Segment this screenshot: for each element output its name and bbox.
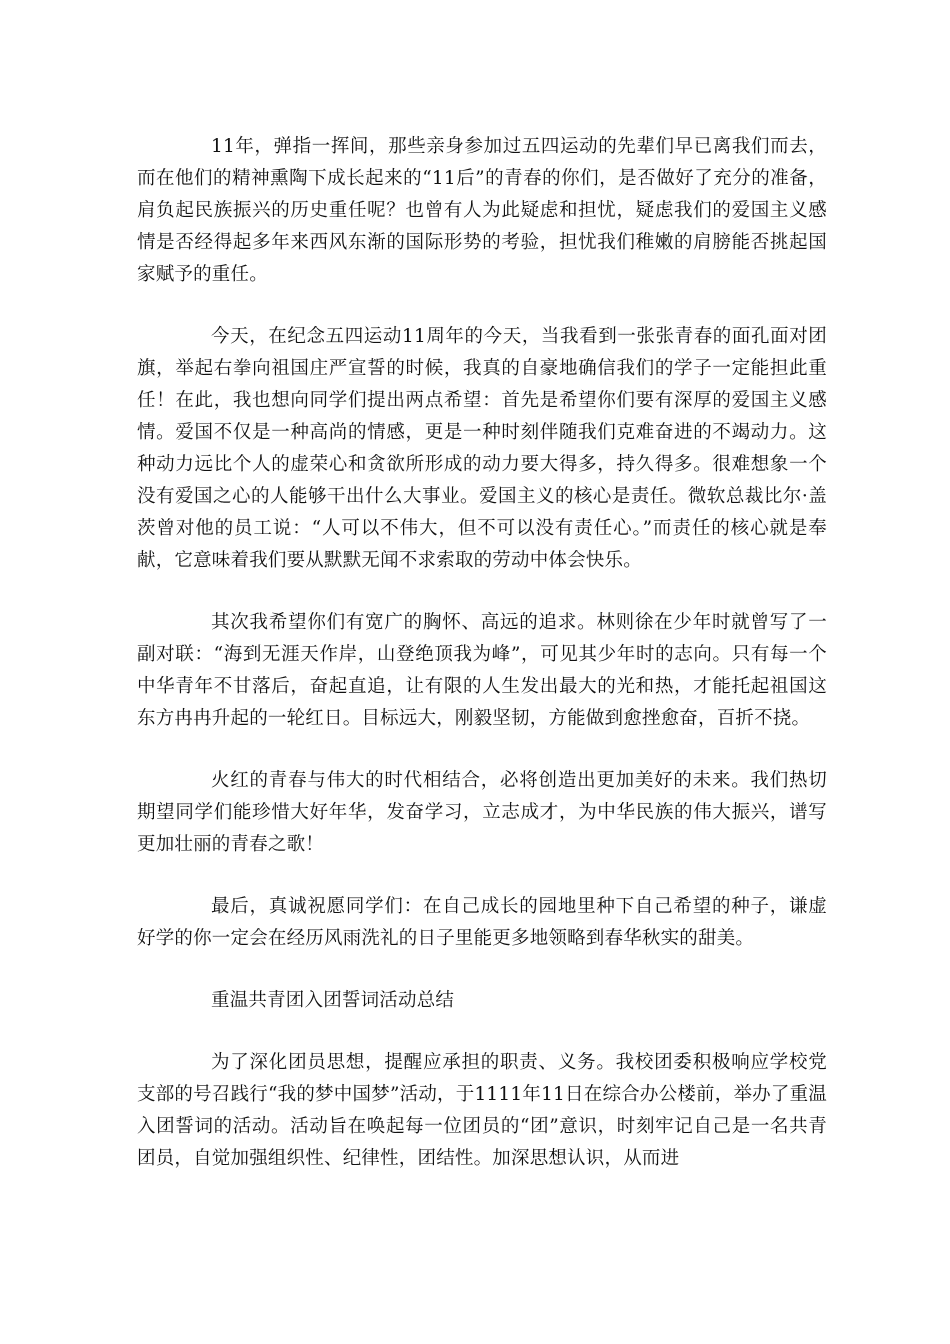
document-body: [137, 131, 827, 1175]
section-paragraph-1: 为了深化团员思想，提醒应承担的职责、义务。我校团委积极响应学校党支部的号召践行“我的梦中国梦”活动，于1111年11日在综合办公楼前，举办了重温入团誓词的活动。活动旨在唤起每一位团员的“团”意识，时刻牢记自己是一名共青团员，自觉加强组织性、纪律性，团结性。加深思想认识，从而进: [137, 1052, 827, 1169]
paragraph-4: 火红的青春与伟大的时代相结合，必将创造出更加美好的未来。我们热切期望同学们能珍惜大好年华，发奋学习，立志成才，为中华民族的伟大振兴，谱写更加壮丽的青春之歌！: [137, 770, 827, 855]
paragraph-3: 其次我希望你们有宽广的胸怀、高远的追求。林则徐在少年时就曾写了一副对联：“海到无涯天作岸，山登绝顶我为峰”，可见其少年时的志向。只有每一个中华青年不甘落后，奋起直追，让有限的人生发出最大的光和热，才能托起祖国这东方冉冉升起的一轮红日。目标远大，刚毅坚韧，方能做到愈挫愈奋，百折不挠。: [137, 612, 827, 729]
paragraph-2: 今天，在纪念五四运动11周年的今天，当我看到一张张青春的面孔面对团旗，举起右拳向祖国庄严宣誓的时候，我真的自豪地确信我们的学子一定能担此重任！在此，我也想向同学们提出两点希望：首先是希望你们要有深厚的爱国主义感情。爱国不仅是一种高尚的情感，更是一种时刻伴随我们克难奋进的不竭动力。这种动力远比个人的虚荣心和贪欲所形成的动力要大得多，持久得多。很难想象一个没有爱国之心的人能够干出什么大事业。爱国主义的核心是责任。微软总裁比尔·盖茨曾对他的员工说：“人可以不伟大，但不可以没有责任心。”而责任的核心就是奉献，它意味着我们要从默默无闻不求索取的劳动中体会快乐。: [137, 326, 827, 571]
paragraph-5: 最后，真诚祝愿同学们：在自己成长的园地里种下自己希望的种子，谦虚好学的你一定会在经历风雨洗礼的日子里能更多地领略到春华秋实的甜美。: [137, 896, 827, 949]
section-title: 重温共青团入团誓词活动总结: [211, 990, 455, 1011]
paragraph-1: 11年，弹指一挥间，那些亲身参加过五四运动的先辈们早已离我们而去，而在他们的精神熏陶下成长起来的“11后”的青春的你们，是否做好了充分的准备，肩负起民族振兴的历史重任呢？也曾有人为此疑虑和担忧，疑虑我们的爱国主义感情是否经得起多年来西风东渐的国际形势的考验，担忧我们稚嫩的肩膀能否挑起国家赋予的重任。: [137, 136, 827, 285]
